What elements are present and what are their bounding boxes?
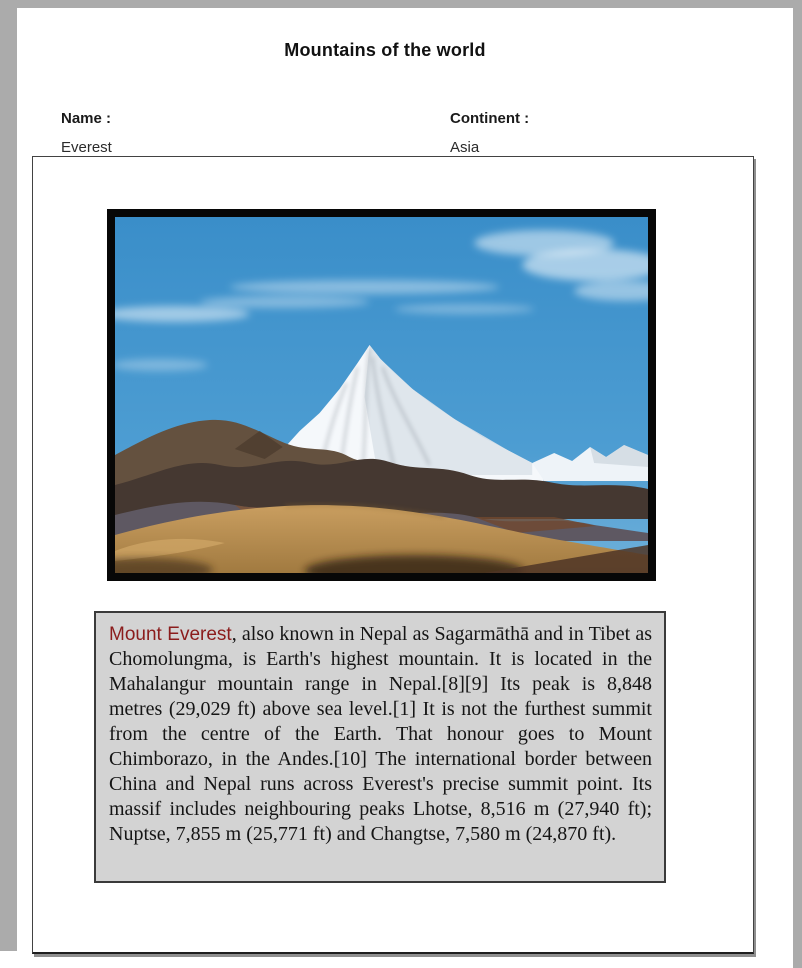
description-box [94,611,666,883]
continent-field-label: Continent : [450,110,530,127]
content-panel [32,156,754,954]
photo-frame [107,209,656,581]
name-field-label: Name : [61,110,112,127]
document-page [17,8,793,968]
description-body: , also known in Nepal as Sagarmāthā and in Tibet as Chomolungma, is Earth's highest mountain. It is located in the Mahalangur mountain range in Nepal.[8][9] Its peak is 8,848 metres (29,029 ft) above sea level.[1] It is not the furthest summit from the centre of the Earth. That honour goes to Mount Chimborazo, in the Andes.[10] The international border between China and Nepal runs across Everest's precise summit point. Its massif includes neighbouring peaks Lhotse, 8,516 m (27,940 ft); Nuptse, 7,855 m (25,771 ft) and Changtse, 7,580 m (24,870 ft). [109,623,652,845]
window-frame-notch [0,951,17,968]
mount-everest-photo [115,217,648,573]
name-field-value: Everest [61,139,112,156]
description-highlight: Mount Everest [109,624,232,645]
page-title: Mountains of the world [284,40,486,60]
continent-field-value: Asia [450,139,480,156]
